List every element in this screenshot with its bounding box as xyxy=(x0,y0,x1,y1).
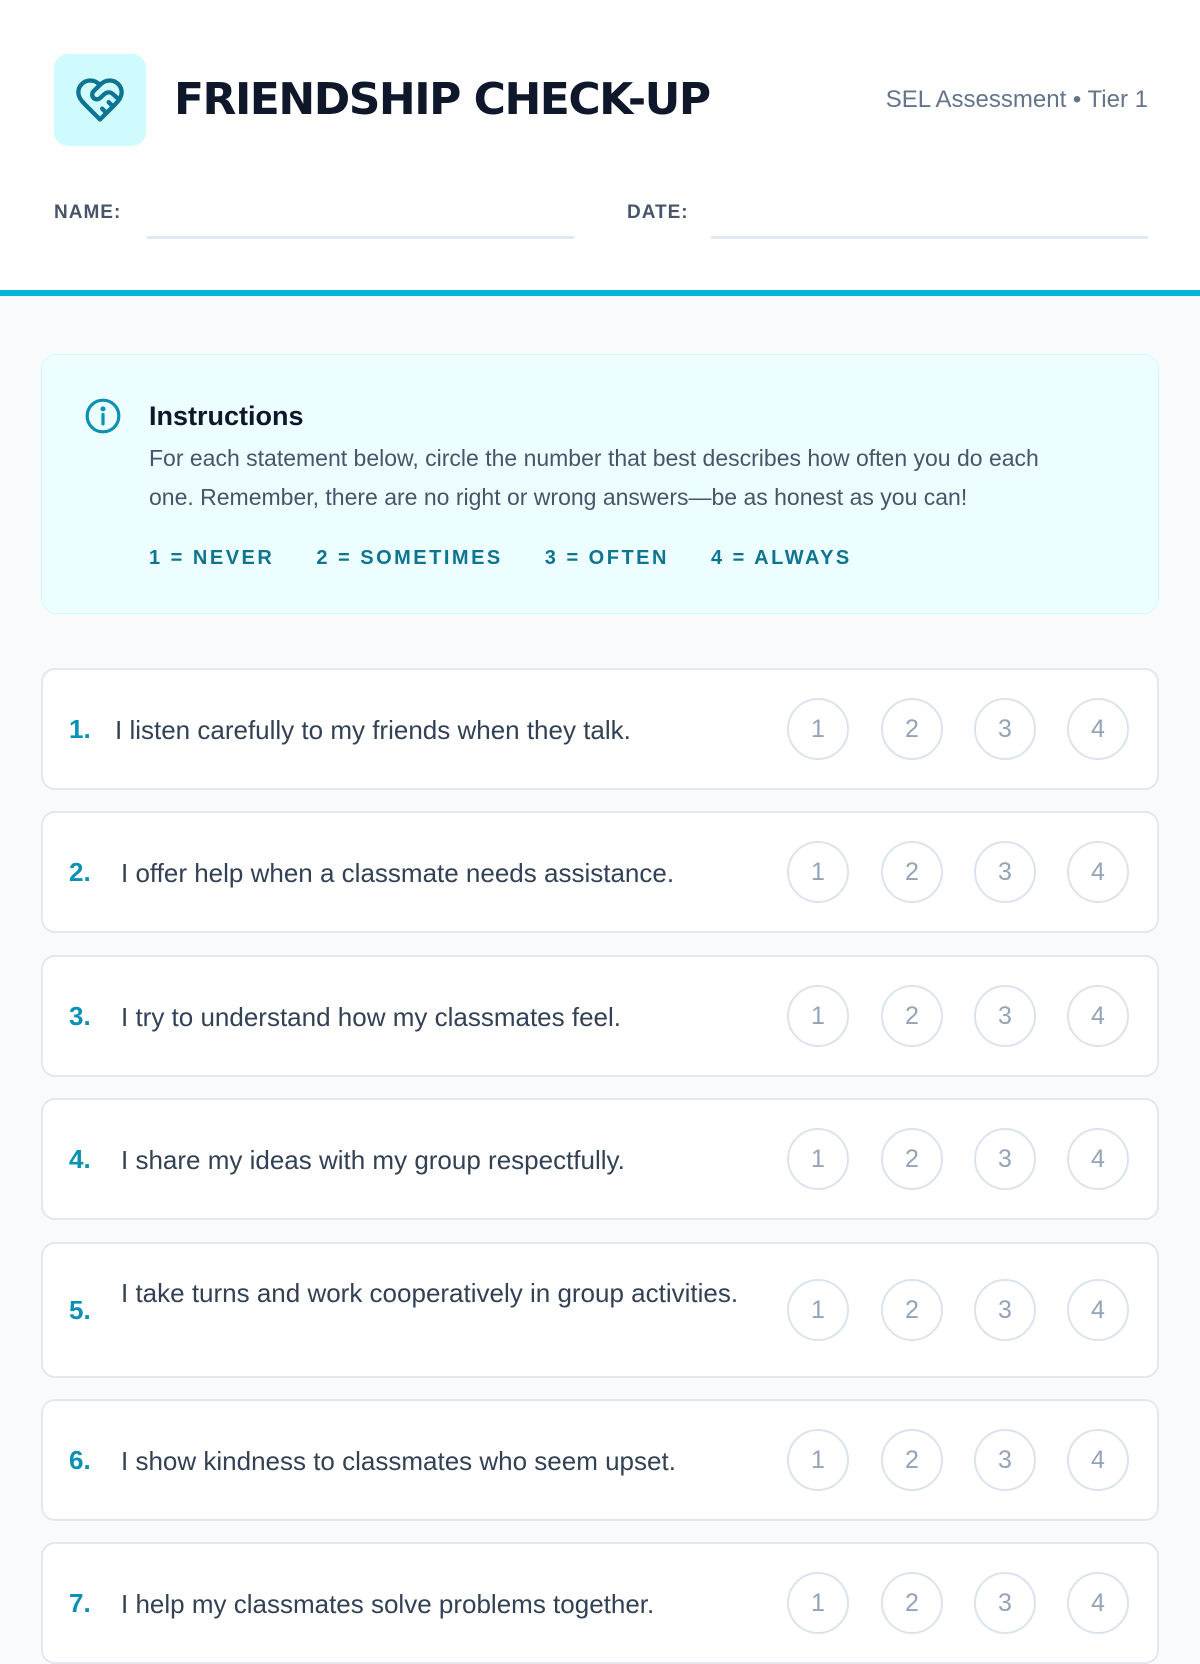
question-text: I share my ideas with my group respectfully. xyxy=(121,1145,625,1175)
rating-option-1[interactable]: 1 xyxy=(787,1279,849,1341)
rating-option-3[interactable]: 3 xyxy=(974,1128,1036,1190)
instructions-box xyxy=(41,354,1159,614)
question-number: 1. xyxy=(69,714,91,744)
rating-option-3[interactable]: 3 xyxy=(974,1572,1036,1634)
question-number: 3. xyxy=(69,1001,91,1031)
rating-option-3[interactable]: 3 xyxy=(974,1429,1036,1491)
question-card xyxy=(41,668,1159,790)
rating-option-2[interactable]: 2 xyxy=(881,1128,943,1190)
name-label: NAME: xyxy=(54,202,122,223)
date-label: DATE: xyxy=(627,202,689,223)
rating-option-3[interactable]: 3 xyxy=(974,698,1036,760)
logo xyxy=(54,54,146,146)
info-icon xyxy=(84,397,122,435)
worksheet-header xyxy=(0,0,1200,296)
question-text: I take turns and work cooperatively in group activities. xyxy=(121,1278,739,1308)
rating-option-4[interactable]: 4 xyxy=(1067,1128,1129,1190)
question-number: 7. xyxy=(69,1588,91,1618)
rating-option-4[interactable]: 4 xyxy=(1067,985,1129,1047)
question-text: I offer help when a classmate needs assistance. xyxy=(121,858,675,888)
question-number: 5. xyxy=(69,1295,91,1325)
question-card xyxy=(41,1242,1159,1378)
rating-option-3[interactable]: 3 xyxy=(974,841,1036,903)
rating-option-2[interactable]: 2 xyxy=(881,698,943,760)
rating-option-4[interactable]: 4 xyxy=(1067,841,1129,903)
question-card xyxy=(41,1098,1159,1220)
scale-sometimes: 2 = SOMETIMES xyxy=(316,547,503,569)
rating-option-4[interactable]: 4 xyxy=(1067,1429,1129,1491)
instructions-text xyxy=(149,439,1129,517)
question-number: 4. xyxy=(69,1144,91,1174)
rating-option-4[interactable]: 4 xyxy=(1067,1279,1129,1341)
instructions-title: Instructions xyxy=(149,401,304,431)
scale-always: 4 = ALWAYS xyxy=(710,547,852,569)
question-text: I listen carefully to my friends when they talk. xyxy=(115,715,631,745)
question-card xyxy=(41,955,1159,1077)
question-text: I show kindness to classmates who seem upset. xyxy=(121,1446,676,1476)
rating-option-1[interactable]: 1 xyxy=(787,1128,849,1190)
rating-option-1[interactable]: 1 xyxy=(787,698,849,760)
question-text: I try to understand how my classmates feel. xyxy=(121,1002,621,1032)
question-card xyxy=(41,1399,1159,1521)
question-number: 2. xyxy=(69,857,91,887)
rating-option-4[interactable]: 4 xyxy=(1067,1572,1129,1634)
page-title: FRIENDSHIP CHECK-UP xyxy=(174,74,710,125)
rating-option-3[interactable]: 3 xyxy=(974,1279,1036,1341)
scale-often: 3 = OFTEN xyxy=(544,547,669,569)
question-text: I help my classmates solve problems together. xyxy=(121,1589,655,1619)
rating-option-2[interactable]: 2 xyxy=(881,841,943,903)
instructions-line-1: For each statement below, circle the number that best describes how often you do each xyxy=(149,445,1039,471)
rating-option-1[interactable]: 1 xyxy=(787,1429,849,1491)
question-number: 6. xyxy=(69,1445,91,1475)
rating-option-2[interactable]: 2 xyxy=(881,1279,943,1341)
heart-handshake-icon xyxy=(74,74,126,126)
scale-never: 1 = NEVER xyxy=(149,547,275,569)
rating-option-3[interactable]: 3 xyxy=(974,985,1036,1047)
date-field[interactable] xyxy=(711,236,1148,239)
rating-scale-legend xyxy=(149,547,852,570)
rating-option-1[interactable]: 1 xyxy=(787,985,849,1047)
rating-option-1[interactable]: 1 xyxy=(787,841,849,903)
name-field[interactable] xyxy=(147,236,574,239)
instructions-line-2: one. Remember, there are no right or wrong answers—be as honest as you can! xyxy=(149,484,968,510)
rating-option-4[interactable]: 4 xyxy=(1067,698,1129,760)
assessment-subtitle: SEL Assessment • Tier 1 xyxy=(885,86,1148,113)
rating-option-2[interactable]: 2 xyxy=(881,1572,943,1634)
rating-option-1[interactable]: 1 xyxy=(787,1572,849,1634)
rating-option-2[interactable]: 2 xyxy=(881,1429,943,1491)
rating-option-2[interactable]: 2 xyxy=(881,985,943,1047)
question-card xyxy=(41,811,1159,933)
question-card xyxy=(41,1542,1159,1664)
